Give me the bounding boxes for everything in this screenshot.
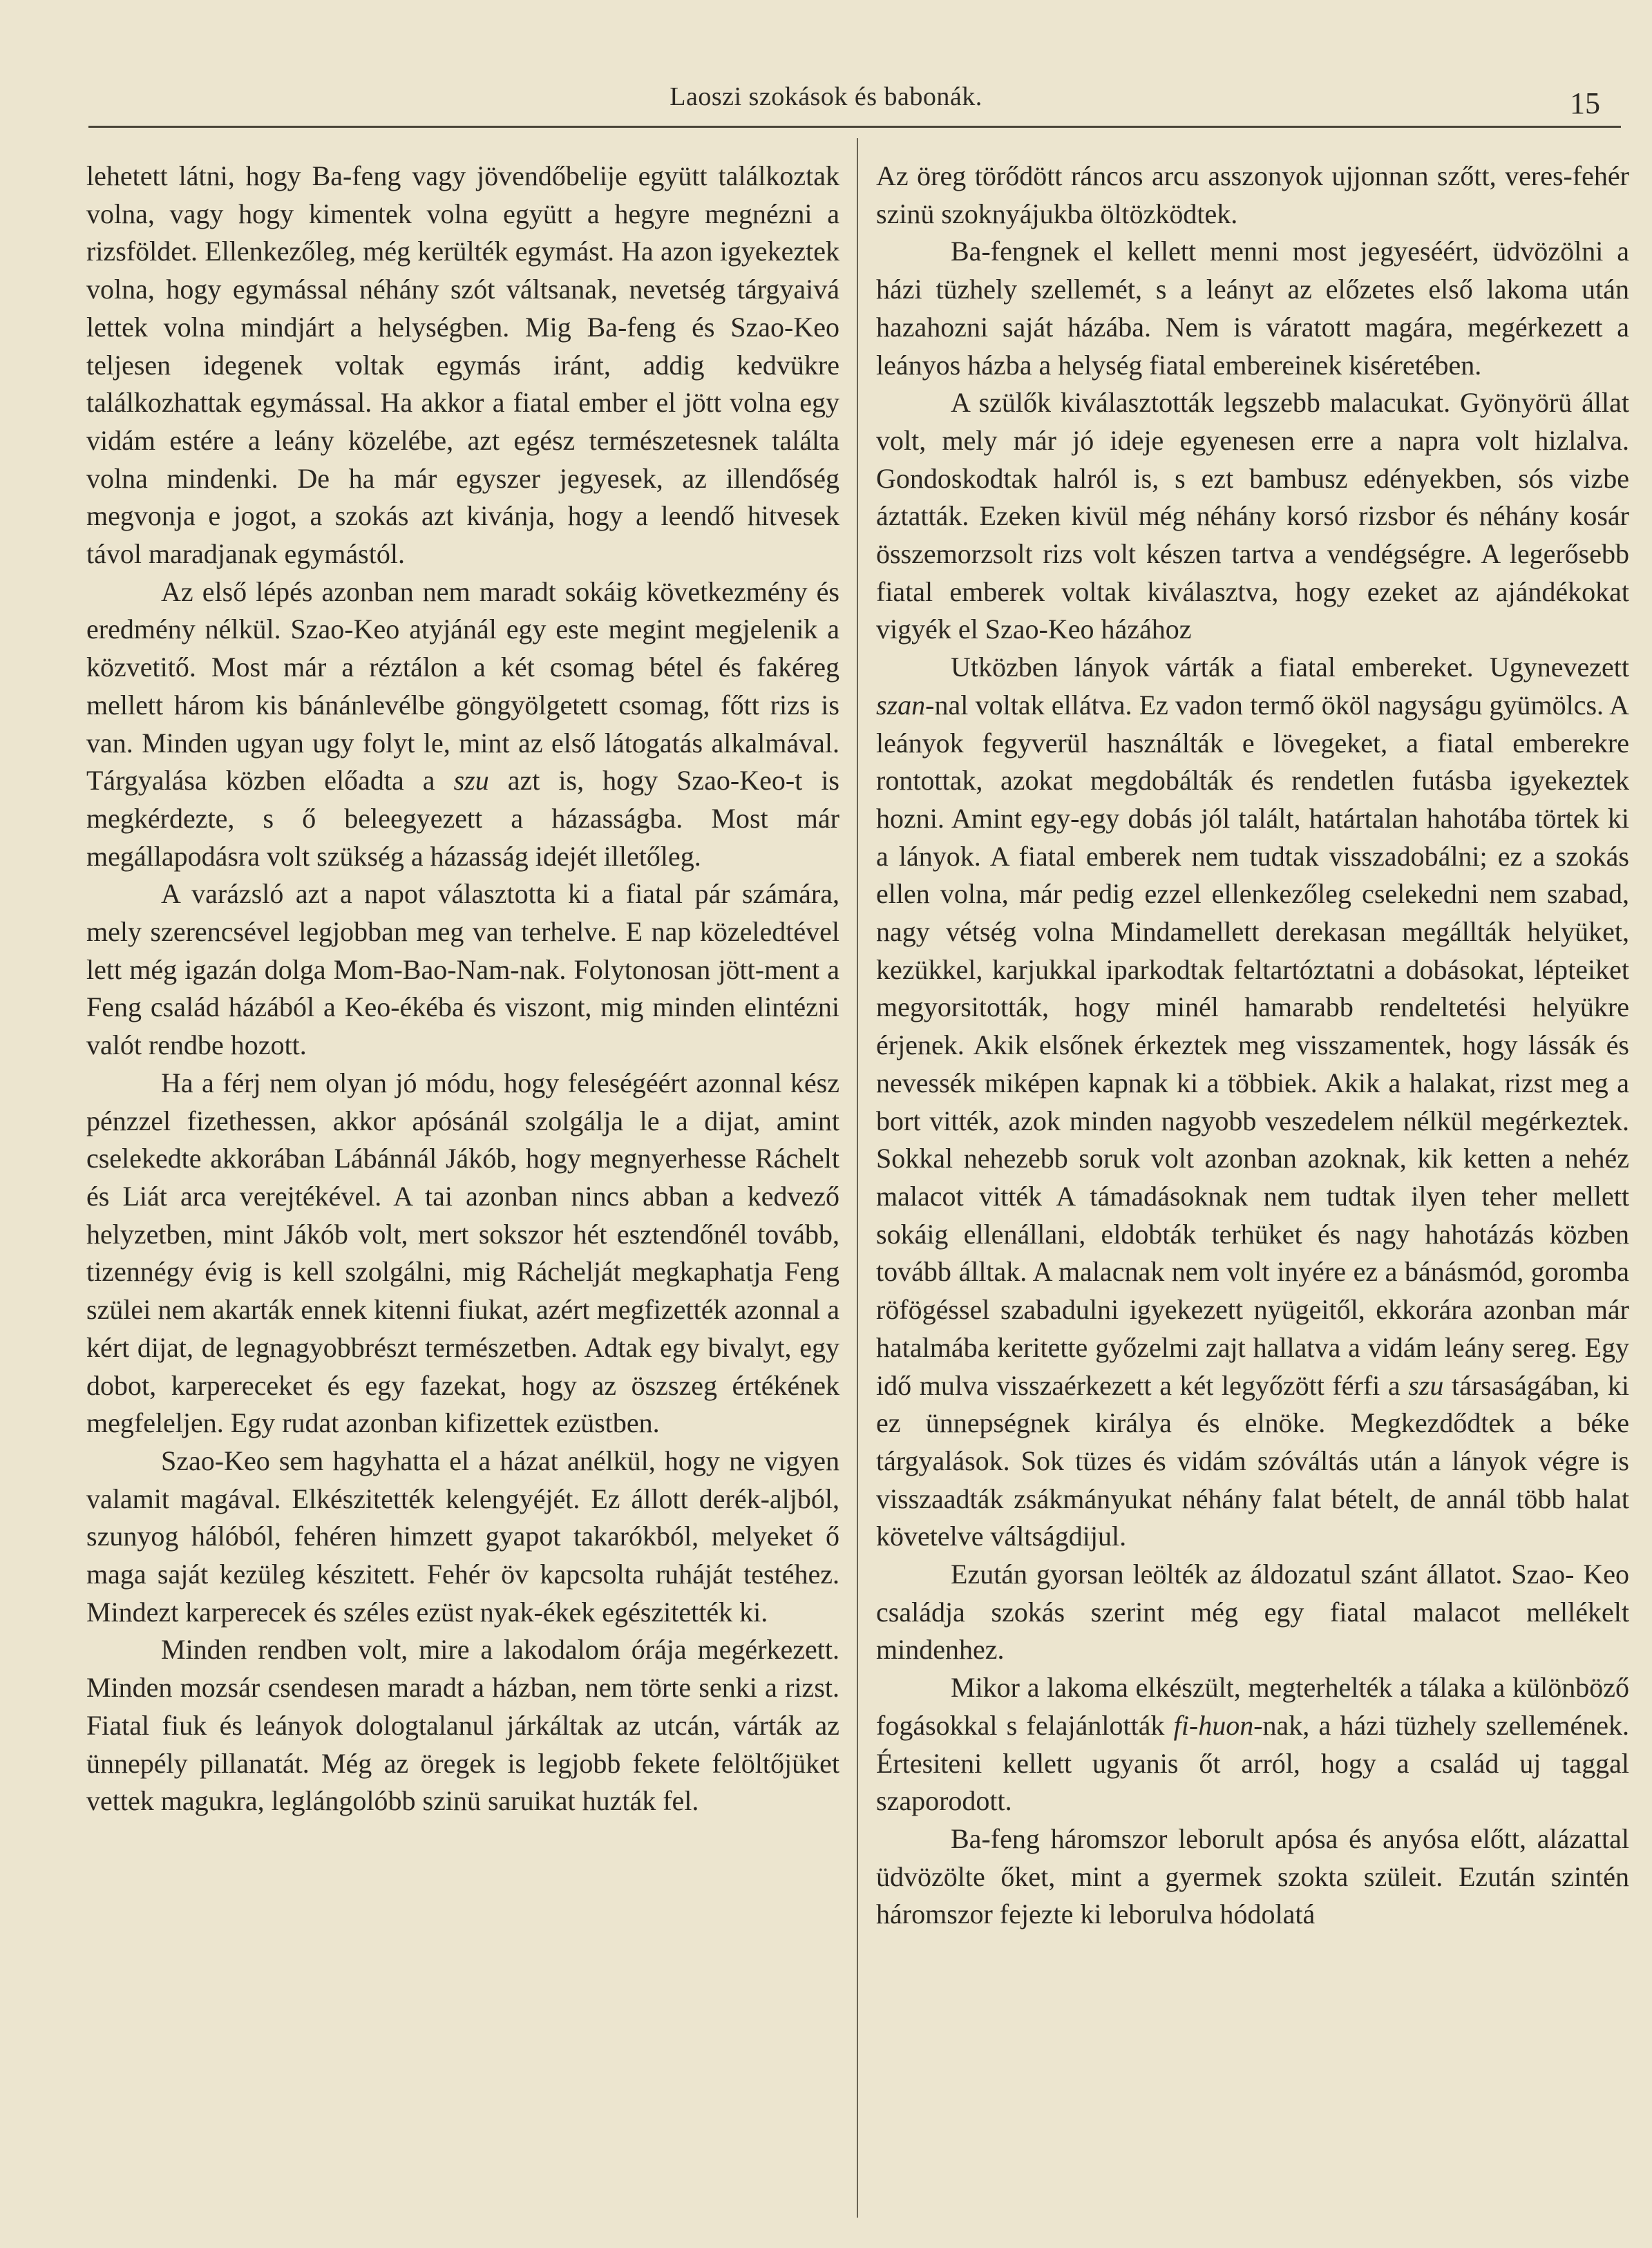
- paragraph: [876, 1820, 1629, 1934]
- text-run: Ba-fengnek el kellett menni most jegyeséért, üdvözölni a házi tüzhely szellemét, s a leányt az előzetes első lakoma után hazahozni saját házába. Nem is váratott magára, megérkezett a leányos házba a helység fiatal embereinek kiséretében.: [876, 236, 1629, 381]
- text-run: Szao-Keo sem hagyhatta el a házat anélkül, hogy ne vigyen valamit magával. Elkészitették kelengyéjét. Ez állott derék-aljból, szunyog hálóból, fehéren himzett gyapot takarókból, melyeket ő maga saját kezüleg készitett. Fehér öv kapcsolta ruháját testéhez. Mindezt karperecek és széles ezüst nyak-ékek egészitették ki.: [86, 1445, 839, 1628]
- column-divider: [857, 138, 858, 2218]
- paragraph: [86, 573, 839, 876]
- text-run: -nak, a házi tüzhely szellemének. Értesiteni kellett ugyanis őt arról, hogy a család uj taggal szaporodott.: [876, 1709, 1629, 1817]
- text-run: társaságában, ki ez ünnepségnek királya és elnöke. Megkezdődtek a béke tárgyalások. Sok tüzes és vidám szóváltás után a lányok végre is visszaadták zsákmányukat néhány falat bételt, de annál több halat követelve váltságdijul.: [876, 1369, 1629, 1552]
- italic-term: fi-huon: [1173, 1709, 1254, 1741]
- italic-term: szan: [876, 689, 926, 721]
- text-run: azt is, hogy Szao-Keo-t is megkérdezte, s ő beleegyezett a házasságba. Most már megállapodásra volt szükség a házasság idejét illetőleg.: [86, 765, 839, 872]
- paragraph: [876, 384, 1629, 649]
- paragraph: [876, 1669, 1629, 1820]
- text-run: lehetett látni, hogy Ba-feng vagy jövendőbelije együtt találkoztak volna, vagy hogy kimentek volna együtt a hegyre megnézni a rizsföldet. Ellenkezőleg, még kerülték egymást. Ha azon igyekeztek volna, hogy egymással néhány szót váltsanak, nevetség tárgyaivá lettek volna mindjárt a helységben. Mig Ba-feng és Szao-Keo teljesen idegenek voltak egymás iránt, addig kedvükre találkozhattak egymással. Ha akkor a fiatal ember el jött volna egy vidám estére a leány közelébe, azt egész természetesnek találta volna mindenki. De ha már egyszer jegyesek, az illendőség megvonja e jogot, a szokás azt kivánja, hogy a leendő hitvesek távol maradjanak egymástól.: [86, 160, 839, 570]
- text-run: Minden rendben volt, mire a lakodalom órája megérkezett. Minden mozsár csendesen maradt a házban, nem törte senki a rizst. Fiatal fiuk és leányok dologtalanul járkáltak az utcán, várták az ünnepély pillanatát. Még az öregek is legjobb fekete felöltőjüket vettek magukra, leglángolóbb szinü saruikat huzták fel.: [86, 1634, 839, 1817]
- text-run: Ba-feng háromszor leborult apósa és anyósa előtt, alázattal üdvözölte őket, mint a gyermek szokta szüleit. Ezután szintén háromszor fejezte ki leborulva hódolatá: [876, 1822, 1629, 1930]
- right-column: [876, 158, 1629, 2223]
- paragraph: [86, 1065, 839, 1442]
- paragraph: [876, 1556, 1629, 1669]
- text-run: A szülők kiválasztották legszebb malacukat. Gyönyörü állat volt, mely már jó ideje egyenesen erre a napra volt hizlalva. Gondoskodtak halról is, s ezt bambusz edényekben, sós vizbe áztatták. Ezeken kivül még néhány korsó rizsbor és néhány kosár összemorzsolt rizs volt készen tartva a vendégségre. A legerősebb fiatal emberek voltak kiválasztva, hogy ezeket az ajándékokat vigyék el Szao-Keo házához: [876, 387, 1629, 645]
- text-run: Az első lépés azonban nem maradt sokáig következmény és eredmény nélkül. Szao-Keo atyjánál egy este megint megjelenik a közvetitő. Most már a réztálon a két csomag bétel és fakéreg mellett három kis bánánlevélbe göngyölgetett csomag, főtt rizs is van. Minden ugyan ugy folyt le, mint az első látogatás alkalmával. Tárgyalása közben előadta a: [86, 575, 839, 797]
- paragraph: [876, 158, 1629, 233]
- italic-term: szu: [1408, 1369, 1444, 1401]
- text-run: Utközben lányok várták a fiatal embereket. Ugynevezett: [951, 651, 1629, 683]
- italic-term: szu: [453, 765, 489, 797]
- page-number: 15: [1570, 86, 1600, 120]
- paragraph: [86, 1442, 839, 1632]
- paragraph: [86, 875, 839, 1065]
- header-rule: [88, 126, 1621, 128]
- paragraph: [876, 649, 1629, 1556]
- text-run: -nal voltak ellátva. Ez vadon termő ököl nagyságu gyümölcs. A leányok fegyverül használták e lövegeket, a fiatal emberekre rontottak, azokat megdobálták és rendetlen futásba igyekeztek hozni. Amint egy-egy dobás jól talált, határtalan hahotába törtek ki a lányok. A fiatal emberek nem tudtak visszadobálni; ez a szokás ellen volna, már pedig ezzel ellenkezőleg cselekedni nem szabad, nagy vétség volna Mindamellett derekasan megállták helyüket, kezükkel, karjukkal iparkodtak feltartóztatni a dobásokat, lépteiket megyorsitották, hogy minél hamarabb rendeltetési helyükre érjenek. Akik elsőnek érkeztek meg visszamentek, hogy lássák és nevessék miképen kapnak ki a többiek. Akik a halakat, rizst meg a bort vitték, azok minden nagyobb veszedelem nélkül megérkeztek. Sokkal nehezebb soruk volt azonban azoknak, kik ketten a nehéz malacot vitték A támadásoknak nem tudtak ilyen teher mellett sokáig ellenállani, eldobták terhüket és nagy hahotázás közben tovább álltak. A malacnak nem volt inyére ez a bánásmód, goromba röfögéssel szabadulni igyekezett nyügeitől, ekkorára azonban már hatalmába keritette győzelmi zajt hallatva a vidám leány sereg. Egy idő mulva visszaérkezett a két legyőzött férfi a: [876, 689, 1629, 1401]
- text-run: Ezután gyorsan leölték az áldozatul szánt állatot. Szao- Keo családja szokás szerint még egy fiatal malacot mellékelt mindenhez.: [876, 1559, 1629, 1666]
- text-run: Az öreg törődött ráncos arcu asszonyok ujjonnan szőtt, veres-fehér szinü szoknyájukba öltözködtek.: [876, 160, 1629, 229]
- text-run: Ha a férj nem olyan jó módu, hogy feleségéért azonnal kész pénzzel fizethessen, akkor apósánál szolgálja le a dijat, amint cselekedte akkorában Lábánnál Jákób, hogy megnyerhesse Ráchelt és Liát arca verejtékével. A tai azonban nincs abban a kedvező helyzetben, mint Jákób volt, mert sokszor hét esztendőnél tovább, tizennégy évig is kell szolgálni, mig Ráchelját megkaphatja Feng szülei nem akarták ennek kitenni fiukat, azért megfizették azonnal a kért dijat, de legnagyobbrészt természetben. Adtak egy bivalyt, egy dobot, karpereceket és egy fazekat, hogy az öszszeg értékének megfeleljen. Egy rudat azonban kifizettek ezüstben.: [86, 1067, 839, 1439]
- paragraph: [876, 233, 1629, 384]
- text-run: Mikor a lakoma elkészült, megterhelték a tálaka a különböző fogásokkal s felajánlották: [876, 1672, 1629, 1741]
- paragraph: [86, 158, 839, 573]
- paragraph: [86, 1631, 839, 1820]
- running-header: Laoszi szokások és babonák.: [670, 82, 982, 111]
- text-run: A varázsló azt a napot választotta ki a fiatal pár számára, mely szerencsével legjobban meg van terhelve. E nap közeledtével lett még igazán dolga Mom-Bao-Nam-nak. Folytonosan jött-ment a Feng család házából a Keo-ékéba és viszont, mig minden elintézni valót rendbe hozott.: [86, 878, 839, 1061]
- left-column: [86, 158, 839, 2223]
